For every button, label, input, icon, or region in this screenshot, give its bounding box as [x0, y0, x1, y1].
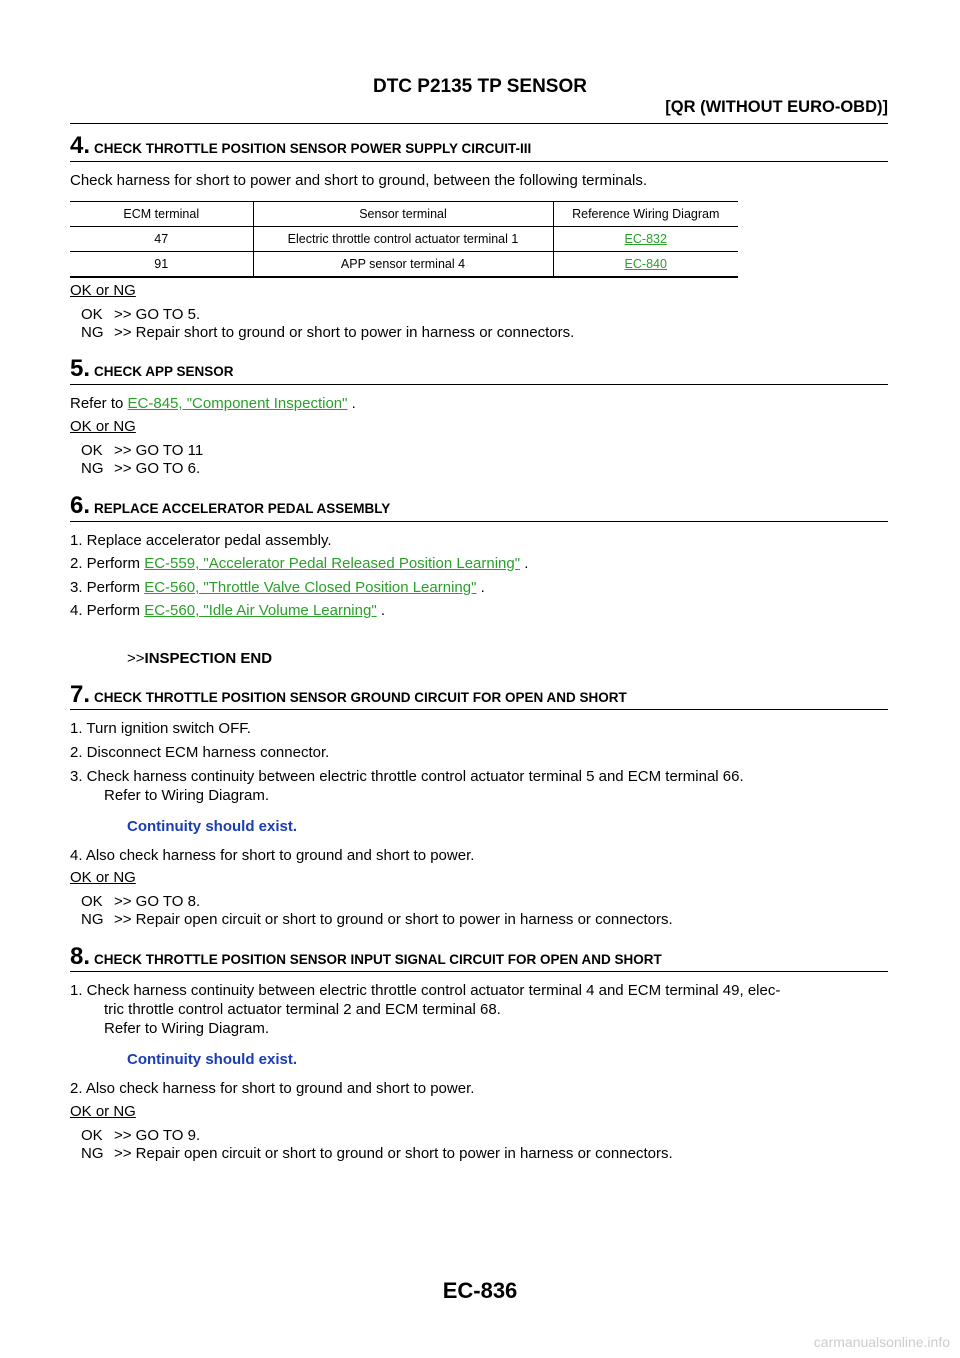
result-ng: NG >> Repair open circuit or short to ground or short to power in harness or connectors. — [81, 1145, 673, 1162]
result-ng: NG >> GO TO 6. — [81, 460, 201, 477]
step-number: 7. — [70, 681, 91, 708]
list-item: 3. Check harness continuity between electric throttle control actuator terminal 5 and ECM terminal 66. — [70, 768, 744, 785]
result-ok: OK >> GO TO 8. — [81, 893, 201, 910]
table-cell: 47 — [70, 227, 253, 252]
table-cell: 91 — [70, 252, 253, 278]
step-title: CHECK APP SENSOR — [94, 364, 234, 379]
throttle-learning-link[interactable]: EC-560, "Throttle Valve Closed Position Learning" — [144, 579, 477, 596]
list-item: 1. Check harness continuity between electric throttle control actuator terminal 4 and ECM terminal 49, elec- — [70, 982, 781, 999]
step-title: CHECK THROTTLE POSITION SENSOR POWER SUPPLY CIRCUIT-III — [94, 141, 532, 156]
ok-or-ng-label: OK or NG — [70, 282, 136, 299]
inspection-end: >>INSPECTION END — [127, 650, 273, 667]
step-number: 5. — [70, 355, 91, 382]
step-rule — [70, 384, 888, 385]
list-item: 3. Perform EC-560, "Throttle Valve Closed Position Learning" . — [70, 579, 485, 596]
list-item: 2. Perform EC-559, "Accelerator Pedal Released Position Learning" . — [70, 555, 529, 572]
page-number: EC-836 — [442, 1278, 518, 1303]
step-4-heading — [70, 132, 888, 160]
step-4-text: Check harness for short to power and short to ground, between the following terminals. — [70, 172, 647, 189]
list-item-continuation: tric throttle control actuator terminal 2 and ECM terminal 68. — [104, 1001, 501, 1018]
pedal-learning-link[interactable]: EC-559, "Accelerator Pedal Released Position Learning" — [144, 555, 521, 572]
wiring-diagram-link[interactable]: EC-840 — [624, 257, 667, 271]
continuity-spec: Continuity should exist. — [127, 1051, 298, 1068]
step-rule — [70, 971, 888, 972]
table-header: Reference Wiring Diagram — [553, 202, 738, 227]
step-title: REPLACE ACCELERATOR PEDAL ASSEMBLY — [94, 501, 391, 516]
idle-air-learning-link[interactable]: EC-560, "Idle Air Volume Learning" — [144, 602, 377, 619]
ok-or-ng-label: OK or NG — [70, 418, 136, 435]
watermark: carmanualsonline.info — [813, 1334, 950, 1350]
list-item: 2. Disconnect ECM harness connector. — [70, 744, 330, 761]
table-row — [70, 252, 738, 278]
step-number: 4. — [70, 132, 91, 159]
table-row — [70, 227, 738, 252]
step-5-text: Refer to EC-845, "Component Inspection" . — [70, 395, 356, 412]
wiring-diagram-link[interactable]: EC-832 — [624, 232, 667, 246]
list-item-continuation: Refer to Wiring Diagram. — [104, 1020, 270, 1037]
ok-or-ng-label: OK or NG — [70, 869, 136, 886]
list-item: 2. Also check harness for short to ground and short to power. — [70, 1080, 475, 1097]
ok-or-ng-label: OK or NG — [70, 1103, 136, 1120]
header-rule — [70, 123, 888, 124]
step-number: 6. — [70, 492, 91, 519]
step-title: CHECK THROTTLE POSITION SENSOR INPUT SIGNAL CIRCUIT FOR OPEN AND SHORT — [94, 952, 662, 967]
step-rule — [70, 709, 888, 710]
list-item: 4. Perform EC-560, "Idle Air Volume Learning" . — [70, 602, 385, 619]
result-ok: OK >> GO TO 11 — [81, 442, 204, 459]
step-8-heading — [70, 943, 888, 971]
result-ng: NG >> Repair open circuit or short to ground or short to power in harness or connectors. — [81, 911, 673, 928]
table-header: Sensor terminal — [253, 202, 553, 227]
result-ok: OK >> GO TO 5. — [81, 306, 201, 323]
step-rule — [70, 161, 888, 162]
table-cell: Electric throttle control actuator terminal 1 — [253, 227, 553, 252]
list-item: 4. Also check harness for short to ground and short to power. — [70, 847, 475, 864]
step-title: CHECK THROTTLE POSITION SENSOR GROUND CIRCUIT FOR OPEN AND SHORT — [94, 690, 627, 705]
terminal-table — [70, 201, 738, 278]
step-7-heading — [70, 681, 888, 709]
continuity-spec: Continuity should exist. — [127, 818, 298, 835]
step-5-heading — [70, 355, 888, 383]
table-cell: APP sensor terminal 4 — [253, 252, 553, 278]
result-ok: OK >> GO TO 9. — [81, 1127, 201, 1144]
page-subtitle: [QR (WITHOUT EURO-OBD)] — [665, 98, 888, 116]
component-inspection-link[interactable]: EC-845, "Component Inspection" — [127, 395, 348, 412]
step-number: 8. — [70, 943, 91, 970]
list-item-continuation: Refer to Wiring Diagram. — [104, 787, 270, 804]
page-title: DTC P2135 TP SENSOR — [372, 76, 587, 97]
list-item: 1. Turn ignition switch OFF. — [70, 720, 251, 737]
step-rule — [70, 521, 888, 522]
result-ng: NG >> Repair short to ground or short to power in harness or connectors. — [81, 324, 575, 341]
step-6-heading — [70, 492, 888, 520]
list-item: 1. Replace accelerator pedal assembly. — [70, 532, 332, 549]
table-header: ECM terminal — [70, 202, 253, 227]
